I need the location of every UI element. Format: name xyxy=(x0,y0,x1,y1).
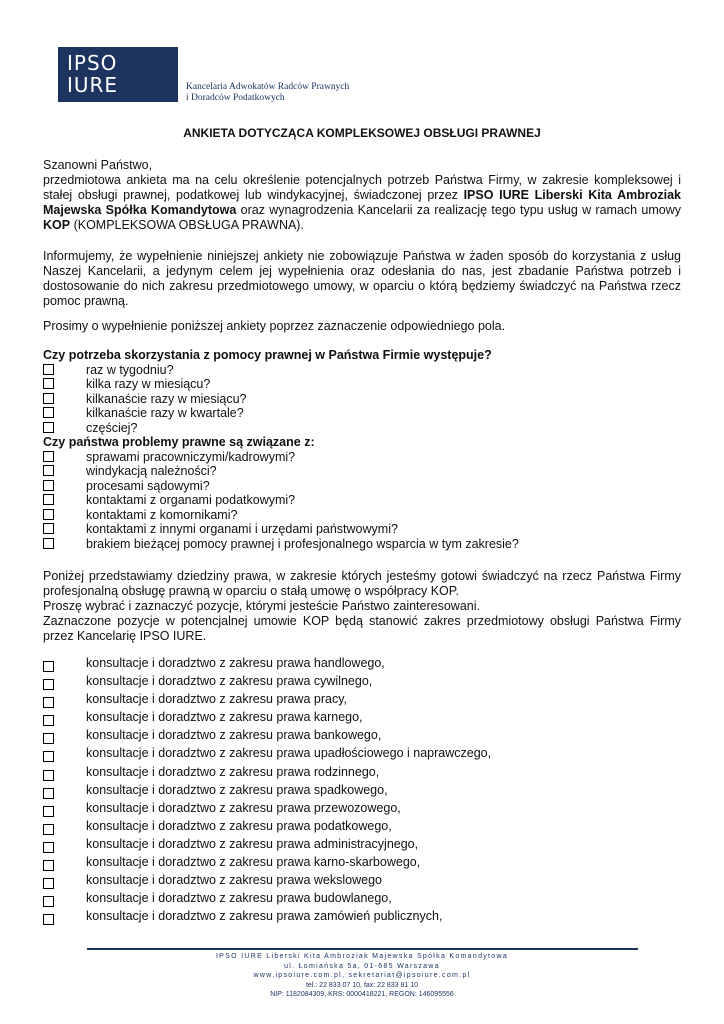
checkbox[interactable] xyxy=(43,770,54,781)
option-row[interactable]: kilka razy w miesiącu? xyxy=(43,377,683,392)
checkbox[interactable] xyxy=(43,679,54,690)
checkbox[interactable] xyxy=(43,538,54,549)
law-area-label: konsultacje i doradztwo z zakresu prawa wekslowego xyxy=(86,873,382,888)
option-row[interactable]: brakiem bieżącej pomocy prawnej i profesjonalnego wsparcia w tym zakresie? xyxy=(43,537,683,552)
option-row[interactable]: sprawami pracowniczymi/kadrowymi? xyxy=(43,450,683,465)
checkbox[interactable] xyxy=(43,697,54,708)
law-area-label: konsultacje i doradztwo z zakresu prawa karnego, xyxy=(86,710,363,725)
law-area-label: konsultacje i doradztwo z zakresu prawa podatkowego, xyxy=(86,818,392,833)
checkbox[interactable] xyxy=(43,451,54,462)
intro-paragraph-3: Prosimy o wypełnienie poniższej ankiety poprzez zaznaczenie odpowiedniego pola. xyxy=(43,319,506,333)
footer-web-email: www.ipsoiure.com.pl, sekretariat@ipsoiure.com.pl xyxy=(253,972,471,979)
intro-paragraph-2: Informujemy, że wypełnienie niniejszej ankiety nie zobowiązuje Państwa w żaden sposób do korzystania z usług Naszej Kancelarii, a jedynym celem jej wypełnienia oraz odesłania do nas, jest zbadanie Państwa potrzeb i dostosowanie do nich zakresu przedmiotowego umowy, w oparciu o którą będziemy świadczyć na Państwa rzecz pomoc prawną. xyxy=(43,249,681,308)
checkbox[interactable] xyxy=(43,393,54,404)
law-area-row[interactable] xyxy=(43,674,683,692)
checkbox[interactable] xyxy=(43,407,54,418)
areas-intro-p3: Zaznaczone pozycje w potencjalnej umowie KOP będą stanowić zakres przedmiotowy obsługi Państwa Firmy przez Kancelarię IPSO IURE. xyxy=(43,614,681,643)
law-area-label: konsultacje i doradztwo z zakresu prawa budowlanego, xyxy=(86,891,392,906)
option-row[interactable]: kontaktami z organami podatkowymi? xyxy=(43,493,683,508)
footer-address: ul. Łomiańska 5a, 01-685 Warszawa xyxy=(284,962,440,970)
firm-line2: i Doradców Podatkowych xyxy=(186,93,285,103)
areas-intro-p2: Proszę wybrać i zaznaczyć pozycje, którymi jesteście Państwo zainteresowani. xyxy=(43,599,480,613)
option-row[interactable]: windykacją należności? xyxy=(43,464,683,479)
law-area-label: konsultacje i doradztwo z zakresu prawa karno-skarbowego, xyxy=(86,855,421,870)
option-row[interactable]: kontaktami z innymi organami i urzędami państwowymi? xyxy=(43,522,683,537)
firm-line1: Kancelaria Adwokatów Radców Prawnych xyxy=(186,82,350,92)
question-frequency xyxy=(43,348,683,551)
law-area-row[interactable] xyxy=(43,710,683,728)
option-row[interactable]: kontaktami z komornikami? xyxy=(43,508,683,523)
option-row[interactable]: kilkanaście razy w kwartale? xyxy=(43,406,683,421)
law-area-label: konsultacje i doradztwo z zakresu prawa zamówień publicznych, xyxy=(86,909,443,924)
footer-phone: tel.: 22 833 07 10, fax: 22 833 81 10 xyxy=(305,981,419,989)
law-area-label: konsultacje i doradztwo z zakresu prawa spadkowego, xyxy=(86,782,388,797)
ipso-iure-logo xyxy=(58,47,178,102)
law-area-label: konsultacje i doradztwo z zakresu prawa cywilnego, xyxy=(86,674,373,689)
document-title: ANKIETA DOTYCZĄCA KOMPLEKSOWEJ OBSŁUGI PRAWNEJ xyxy=(183,126,541,140)
law-area-label: konsultacje i doradztwo z zakresu prawa przewozowego, xyxy=(86,800,401,815)
checkbox[interactable] xyxy=(43,494,54,505)
firm-description xyxy=(186,82,349,104)
law-area-row[interactable] xyxy=(43,909,683,927)
checkbox[interactable] xyxy=(43,788,54,799)
checkbox[interactable] xyxy=(43,878,54,889)
checkbox[interactable] xyxy=(43,661,54,672)
option-row[interactable]: procesami sądowymi? xyxy=(43,479,683,494)
question-problems-heading: Czy państwa problemy prawne są związane z: xyxy=(43,435,315,449)
checkbox[interactable] xyxy=(43,860,54,871)
option-row[interactable]: kilkanaście razy w miesiącu? xyxy=(43,392,683,407)
law-area-row[interactable] xyxy=(43,783,683,801)
option-row[interactable]: częściej? xyxy=(43,421,683,436)
law-area-label: konsultacje i doradztwo z zakresu prawa upadłościowego i naprawczego, xyxy=(86,746,492,761)
checkbox[interactable] xyxy=(43,364,54,375)
intro-paragraph-1: przedmiotowa ankieta ma na celu określenie potencjalnych potrzeb Państwa Firmy, w zakresie kompleksowej i stałej obsługi prawnej, podatkowej lub windykacyjnej, świadczonej przez IPSO IURE Liberski Kita Ambroziak Majewska Spółka Komandytowa oraz wynagrodzenia Kancelarii za realizację tego typu usług w ramach umowy KOP (KOMPLEKSOWA OBSŁUGA PRAWNA). xyxy=(43,173,681,232)
law-area-label: konsultacje i doradztwo z zakresu prawa administracyjnego, xyxy=(86,836,419,851)
law-area-label: konsultacje i doradztwo z zakresu prawa rodzinnego, xyxy=(86,764,380,779)
law-area-label: konsultacje i doradztwo z zakresu prawa handlowego, xyxy=(86,656,385,670)
law-area-row[interactable] xyxy=(43,746,683,764)
law-area-label: konsultacje i doradztwo z zakresu prawa pracy, xyxy=(86,692,347,707)
checkbox[interactable] xyxy=(43,751,54,762)
law-area-row[interactable] xyxy=(43,837,683,855)
checkbox[interactable] xyxy=(43,824,54,835)
footer-registry: NIP: 1182084309, KRS: 0000418221, REGON: 146095556 xyxy=(270,991,454,998)
law-area-row[interactable] xyxy=(43,873,683,891)
checkbox[interactable] xyxy=(43,806,54,817)
footer xyxy=(0,952,724,1000)
footer-divider xyxy=(87,948,638,950)
law-area-row[interactable] xyxy=(43,656,683,674)
checkbox[interactable] xyxy=(43,733,54,744)
checkbox[interactable] xyxy=(43,422,54,433)
law-area-row[interactable] xyxy=(43,855,683,873)
law-area-row[interactable] xyxy=(43,765,683,783)
law-area-row[interactable] xyxy=(43,819,683,837)
greeting: Szanowni Państwo, xyxy=(43,158,153,172)
logo-text-line1: IPSO xyxy=(67,51,118,75)
checkbox[interactable] xyxy=(43,523,54,534)
checkbox[interactable] xyxy=(43,842,54,853)
checkbox[interactable] xyxy=(43,378,54,389)
law-area-row[interactable] xyxy=(43,891,683,909)
option-row[interactable]: raz w tygodniu? xyxy=(43,363,683,378)
law-area-row[interactable] xyxy=(43,728,683,746)
checkbox[interactable] xyxy=(43,896,54,907)
law-areas-list xyxy=(43,656,683,927)
checkbox[interactable] xyxy=(43,465,54,476)
law-area-row[interactable] xyxy=(43,801,683,819)
checkbox[interactable] xyxy=(43,509,54,520)
areas-intro-p1: Poniżej przedstawiamy dziedziny prawa, w zakresie których jesteśmy gotowi świadczyć na rzecz Państwa Firmy profesjonalną obsługę prawną w oparciu o stałą umowę o współpracy KOP. xyxy=(43,569,681,598)
checkbox[interactable] xyxy=(43,480,54,491)
footer-company: IPSO IURE Liberski Kita Ambroziak Majewska Spółka Komandytowa xyxy=(215,953,509,960)
question-frequency-heading: Czy potrzeba skorzystania z pomocy prawnej w Państwa Firmie występuje? xyxy=(43,348,492,362)
checkbox[interactable] xyxy=(43,715,54,726)
law-area-row[interactable] xyxy=(43,692,683,710)
law-area-label: konsultacje i doradztwo z zakresu prawa bankowego, xyxy=(86,728,382,743)
checkbox[interactable] xyxy=(43,914,54,925)
intro-section xyxy=(43,158,681,233)
logo-text-line2: IURE xyxy=(67,73,119,97)
areas-intro xyxy=(43,569,681,644)
